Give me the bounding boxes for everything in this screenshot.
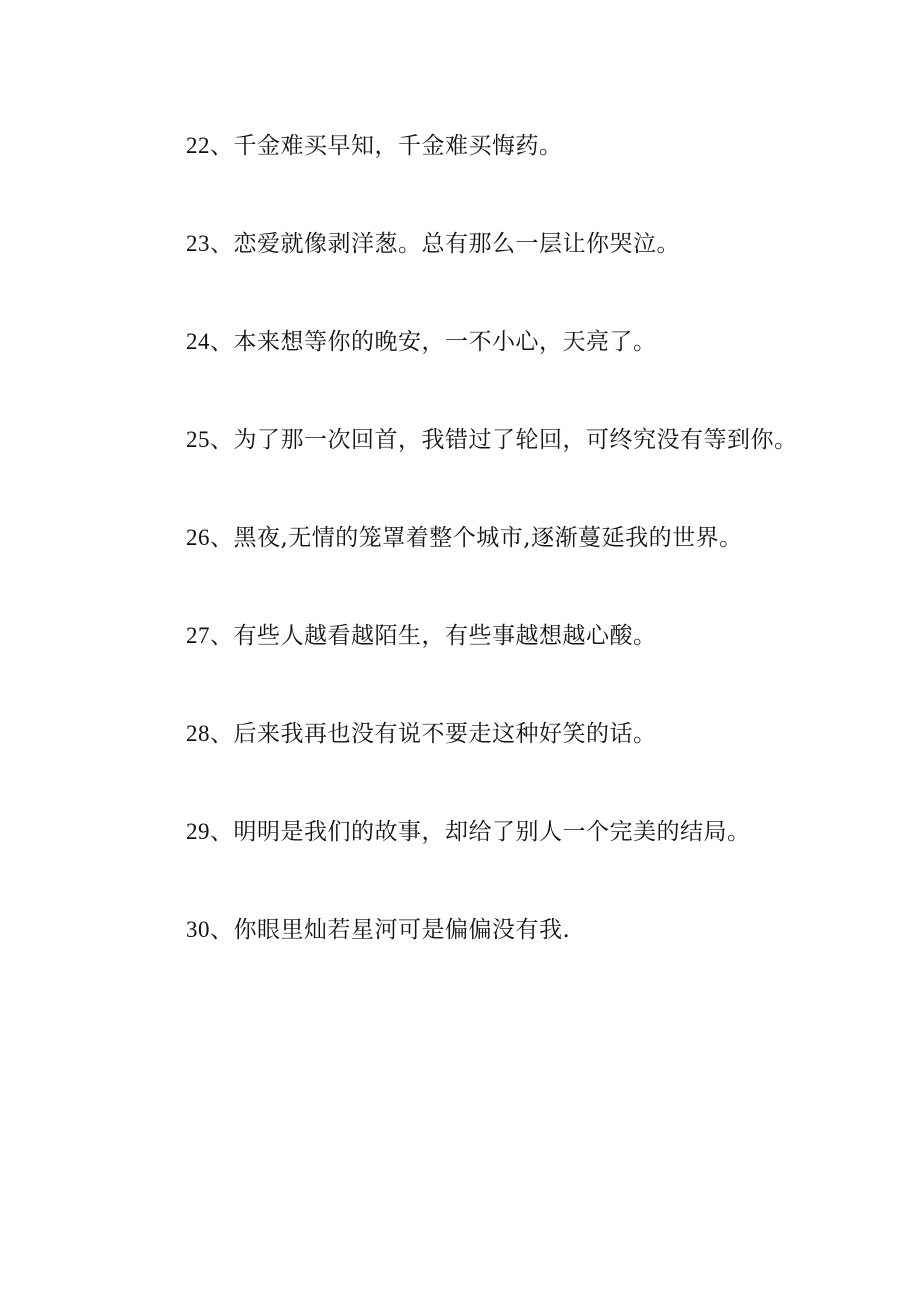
item-text: 、明明是我们的故事，却给了别人一个完美的结局。	[210, 819, 751, 845]
item-number: 29	[186, 819, 210, 844]
item-number: 22	[186, 133, 210, 158]
item-text: 、千金难买早知，千金难买悔药。	[210, 133, 563, 159]
item-text: 、恋爱就像剥洋葱。总有那么一层让你哭泣。	[210, 231, 680, 257]
item-number: 28	[186, 721, 210, 746]
item-number: 24	[186, 329, 210, 354]
item-text: 、本来想等你的晚安，一不小心，天亮了。	[210, 329, 657, 355]
paragraph-22	[138, 122, 798, 170]
paragraph-24	[138, 318, 798, 366]
paragraph-26	[138, 514, 798, 562]
paragraph-27	[138, 612, 798, 660]
item-number: 25	[186, 427, 210, 452]
item-number: 27	[186, 623, 210, 648]
item-text: 、为了那一次回首，我错过了轮回，可终究没有等到你。	[210, 427, 798, 453]
item-number: 26	[186, 525, 210, 550]
item-text: 、后来我再也没有说不要走这种好笑的话。	[210, 721, 657, 747]
paragraph-29	[138, 808, 798, 856]
item-text: 、有些人越看越陌生，有些事越想越心酸。	[210, 623, 657, 649]
paragraph-30	[138, 906, 798, 954]
paragraph-23	[138, 220, 798, 268]
document-body	[138, 122, 798, 1004]
item-text: 、你眼里灿若星河可是偏偏没有我.	[210, 917, 571, 943]
item-number: 30	[186, 917, 210, 942]
paragraph-25	[138, 416, 798, 464]
item-number: 23	[186, 231, 210, 256]
paragraph-28	[138, 710, 798, 758]
item-text: 、黑夜,无情的笼罩着整个城市,逐渐蔓延我的世界。	[210, 525, 743, 551]
